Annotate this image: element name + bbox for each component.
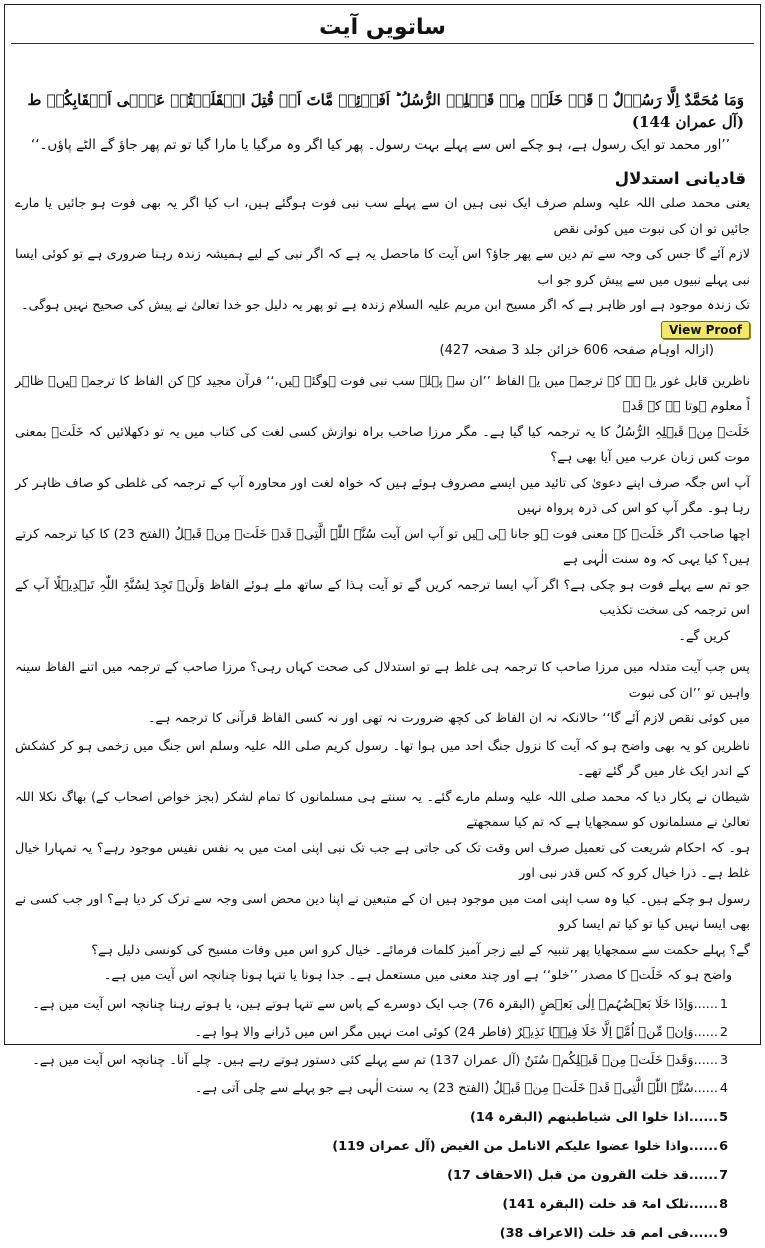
text-line: خَلَتۡ مِنۡ قَبۡلِہِ الرُّسُلُ کا یہ ترجمہ کیا گیا ہے۔ مگر مرزا صاحب براہ نوازش کسی لغت کی کتاب میں یہ تو دکھلائیں کہ خَلَتۡ بمعنی موت کس زبان عرب میں آیا بھی ہے؟	[15, 424, 750, 465]
text-line: گے؟ پہلے حکمت سے سمجھایا پھر تنبیہ کے لیے زجر آمیز کلمات فرمائے۔ خیال کرو اس میں وفات مسیح کی کونسی دلیل ہے؟	[91, 942, 750, 958]
context-paragraph	[15, 734, 750, 964]
text-line: کریں گے۔	[678, 628, 730, 644]
text-line: تک زندہ موجود ہے اور ظاہر ہے کہ اگر مسیح ابن مریم علیہ السلام زندہ ہے تو پھر یہ دلیل جو خدا تعالیٰ نے پیش کی صحیح نہیں ہوگی۔	[21, 298, 750, 313]
title-divider	[11, 43, 754, 44]
proof-row	[15, 319, 750, 339]
list-item: 1......وَاِذَا خَلَا بَعۡضُہُمۡ اِلٰی بَعۡضٍ (البقرہ 76) جب ایک دوسرے کے پاس سے تنہا ہوتے ہیں، یا ہوتے رہنا چنانچہ اس آیت میں ہے۔	[32, 996, 728, 1012]
quran-verse: وَمَا مُحَمَّدٌ اِلَّا رَسُوۡلٌ ۚ قَدۡ خَلَتۡ مِنۡ قَبۡلِہِ الرُّسُلُ ؕ اَفَا۠ئِنۡ مَّاتَ اَوۡ قُتِلَ انۡقَلَبۡتُمۡ عَلٰۤی اَعۡقَابِکُمۡ ط (آل عمران 144)	[27, 91, 744, 131]
list-item: 6......واذا خلوا عضوا علیکم الانامل من الغیض (آل عمران 119)	[332, 1138, 728, 1154]
text-line: لازم آئے گا جس کی وجہ سے تم دین سے پھر جاؤ؟ اس آیت کا ماحصل یہ ہے کہ اگر نبی کے لیے ہمیشہ زندہ رہنا ضروری ہے تو کوئی ایسا نبی پہلے نبیوں میں سے پیش کرو جو اب	[15, 247, 750, 288]
text-line: پس جب آیت متدلہ میں مرزا صاحب کا ترجمہ ہی غلط ہے تو استدلال کی صحت کہاں رہی؟ مرزا صاحب کے ترجمہ میں اتنے الفاظ سینہ واہیں تو ’’ان کی نبوت	[15, 660, 750, 701]
qadiani-argument-paragraph	[15, 191, 750, 319]
list-item: 5......اذا خلوا الی شیاطینھم (البقرہ 14)	[470, 1109, 728, 1125]
text-line: اچھا صاحب اگر خَلَتۡ کے معنی فوت ہو جانا ہی ہیں تو آپ اس آیت سُنَّۃَ اللّٰہِ الَّتِیۡ قَدۡ خَلَتۡ مِنۡ قَبۡلُ (الفتح 23) کا کیا ترجمہ کرتے ہیں؟ کیا یہی کہ وہ سنت الٰہی ہے	[15, 526, 750, 567]
list-item: 4......سُنَّۃَ اللّٰہِ الَّتِیۡ قَدۡ خَلَتۡ مِنۡ قَبۡلُ (الفتح 23) یہ سنت الٰہی ہے جو پہلے سے چلی آتی ہے۔	[194, 1080, 728, 1096]
list-item: 2......وَاِنۡ مِّنۡ اُمَّۃٍ اِلَّا خَلَا فِیۡہَا نَذِیۡرٌ (فاطر 24) کوئی امت نہیں مگر اس میں ڈرانے والا ہوا ہے۔	[194, 1024, 728, 1040]
text-line: رسول ہو چکے ہیں۔ کیا وہ سب اپنی امت میں موجود ہیں ان کے متبعین نے اپنا دین محض اسی وجہ سے ترک کر دیا ہے؟ اور جب کسی نے بھی ایسا نہیں کیا تو کیا تم ایسا کرو	[15, 891, 750, 932]
usage-list	[15, 991, 750, 1248]
list-item: 9......فی امم قد خلت (الاعراف 38)	[499, 1225, 728, 1241]
conclusion-paragraph	[15, 655, 750, 732]
text-line: میں کوئی نقص لازم آئے گا‘‘ حالانکہ نہ ان الفاظ کی کچھ ضرورت نہ تھی اور نہ کسی الفاظ قرآنی کا ترجمہ ہے۔	[147, 711, 750, 726]
text-line: ہو۔ کہ احکام شریعت کی تعمیل صرف اس وقت تک کی جاتی ہے جب تک نبی اپنی امت میں بہ نفس نفیس موجود رہے؟ یہ تمہارا خیال غلط ہے۔ ذرا خیال کرو کہ کس قدر نبی اور	[15, 840, 750, 881]
verse-translation: ’’اور محمد تو ایک رسول ہے، ہو چکے اس سے پہلے بہت رسول۔ پھر کیا اگر وہ مرگیا یا مارا گیا تو تم پھر جاؤ گے الٹے پاؤں۔‘‘	[30, 137, 730, 153]
view-proof-button[interactable]: View Proof	[661, 321, 750, 339]
text-line: ناظرین قابل غور یہ ہے کہ ترجمہ میں یہ الفاظ ’’ان سے پہلے سب نبی فوت ہوگئے ہیں،‘‘ قرآن مجید کے کن الفاظ کا ترجمہ ہیں۔ ظاہر اً معلوم ہوتا ہے کہ قَدۡ	[15, 373, 750, 414]
page-frame	[4, 4, 761, 1241]
text-line: جو تم سے پہلے فوت ہو چکی ہے؟ اگر آپ ایسا ترجمہ کریں گے تو آیت ہذا کے ساتھ ملے ہوئے الفاظ وَلَنۡ تَجِدَ لِسُنَّۃِ اللّٰہِ تَبۡدِیۡلًا آپ کے اس ترجمہ کی سخت تکذیب	[15, 577, 750, 618]
text-line: آپ اس جگہ صرف اپنے دعویٰ کی تائید میں ایسے مصروف ہوئے ہیں کہ خواہ لغت اور محاورہ آپ کے ترجمہ کی غلطی کو صاف ظاہر کر رہا ہو۔ مگر آپ کو اس کی ذرہ پرواہ نہیں	[15, 475, 750, 516]
text-line: یعنی محمد صلی اللہ علیہ وسلم صرف ایک نبی ہیں ان سے پہلے سب نبی فوت ہوگئے ہیں، اب کیا اگر یہ بھی فوت ہو جائیں یا مارے جائیں تو ان کی نبوت میں کوئی نقص	[15, 196, 750, 237]
list-item: 3......وَقَدۡ خَلَتۡ مِنۡ قَبۡلِکُمۡ سُنَنٌ (آل عمران 137) تم سے پہلے کئی دستور ہوتے رہے ہیں۔ چلے آنا۔ چنانچہ اس آیت میں ہے۔	[32, 1052, 728, 1068]
list-item: 8......تلک امۃ قد خلت (البقرہ 141)	[502, 1196, 728, 1212]
meaning-intro: واضح ہو کہ خَلَتۡ کا مصدر ’’خلو‘‘ ہے اور چند معنی میں مستعمل ہے۔ جدا ہونا یا تنہا ہونا چنانچہ اس آیت میں ہے۔	[103, 968, 732, 983]
text-line: ناظرین کو یہ بھی واضح ہو کہ آیت کا نزول جنگ احد میں ہوا تھا۔ رسول کریم صلی اللہ علیہ وسلم اس جنگ میں زخمی ہو کر کشکش کے اندر ایک غار میں گر گئے تھے۔	[15, 738, 750, 779]
list-item: 7......قد خلت القرون من قبل (الاحقاف 17)	[447, 1167, 728, 1183]
reference-citation: (ازالہ اوہام صفحہ 606 خزائن جلد 3 صفحہ 427)	[439, 342, 714, 358]
section-heading: قادیانی استدلال	[614, 169, 746, 188]
page-title: ساتویں آیت	[319, 15, 446, 40]
text-line: شیطان نے پکار دیا کہ محمد صلی اللہ علیہ وسلم مارے گئے۔ یہ سنتے ہی مسلمانوں کا تمام لشکر (بجز خواص اصحاب کے) بھاگ نکلا اللہ تعالیٰ نے مسلمانوں کو سمجھایا ہے کہ تم کیا سمجھتے	[15, 789, 750, 830]
rebuttal-paragraph	[15, 369, 750, 650]
